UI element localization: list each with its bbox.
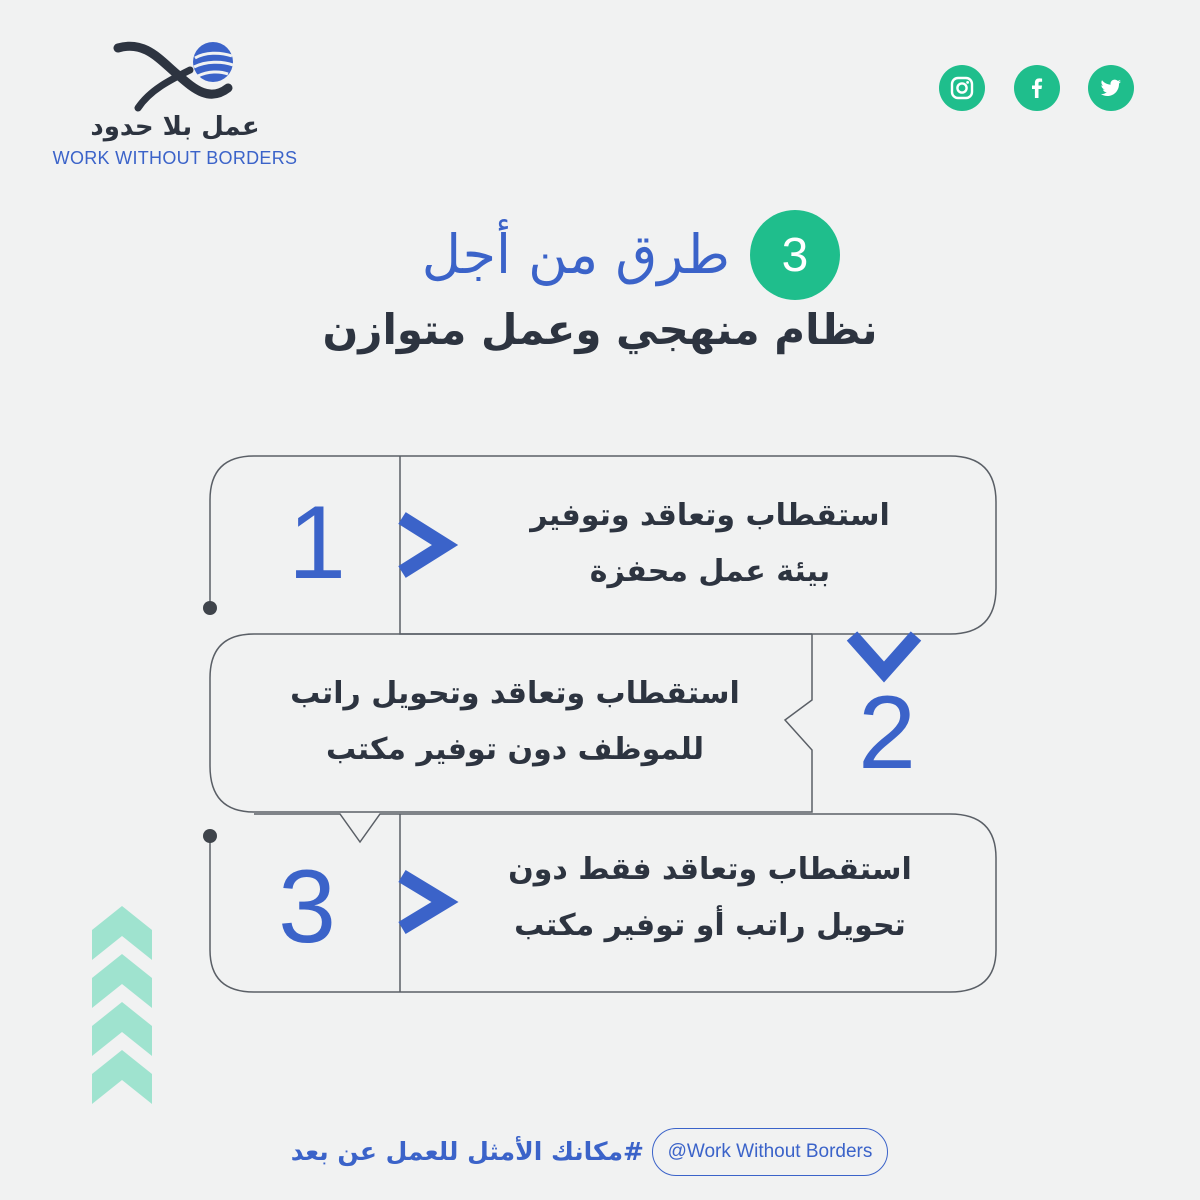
chevron-right-icon-3: [402, 876, 445, 928]
step-1-line-1: استقطاب وتعاقد وتوفير: [530, 498, 890, 533]
step-3-line-2: تحويل راتب أو توفير مكتب: [514, 908, 906, 943]
step-3-line-1: استقطاب وتعاقد فقط دون: [508, 852, 912, 887]
connector-dot-1: [203, 601, 217, 615]
step-2-line-2: للموظف دون توفير مكتب: [325, 732, 705, 767]
brand-name-english: WORK WITHOUT BORDERS: [52, 148, 298, 168]
step-1-text: [450, 488, 970, 600]
chevron-down-icon-2: [852, 636, 916, 672]
heading-line-1: طرق من أجل: [421, 223, 730, 286]
heading-line-2: نظام منهجي وعمل متوازن: [322, 305, 878, 354]
count-badge: 3: [750, 210, 840, 300]
connector-dot-3: [203, 829, 217, 843]
step-2-text: [230, 666, 800, 778]
hashtag-text: #مكانك الأمثل للعمل عن بعد: [290, 1137, 644, 1166]
chevron-right-icon-1: [402, 518, 445, 572]
step-number-1: 1: [288, 485, 346, 601]
step-number-3: 3: [278, 849, 336, 965]
decorative-chevrons-icon: [92, 906, 152, 1104]
step-number-2: 2: [858, 675, 916, 791]
social-handle-badge[interactable]: @Work Without Borders: [652, 1128, 888, 1176]
step-3-text: [440, 842, 980, 954]
brand-name-arabic: عمل بلا حدود: [90, 112, 260, 142]
step-2-line-1: استقطاب وتعاقد وتحويل راتب: [290, 676, 740, 711]
step-1-line-2: بيئة عمل محفزة: [589, 554, 831, 589]
